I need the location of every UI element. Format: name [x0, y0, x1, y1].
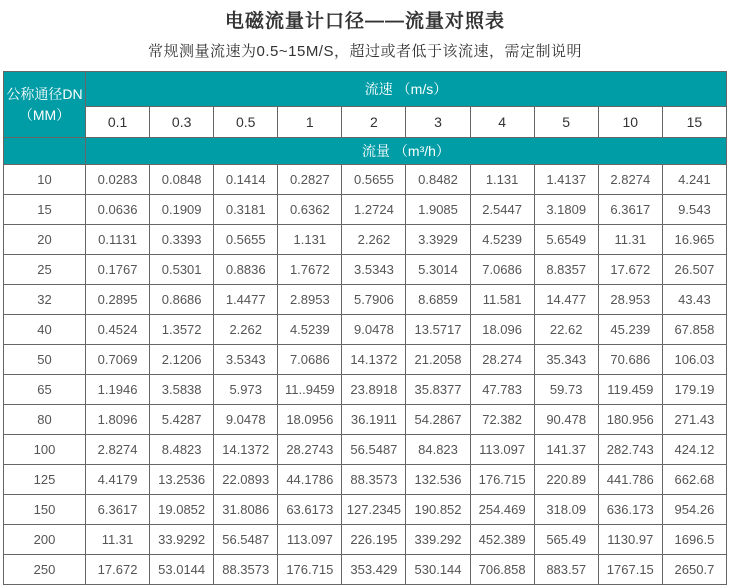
flow-value-cell: 63.6173 — [278, 495, 342, 525]
flow-value-cell: 662.68 — [662, 465, 726, 495]
flow-value-cell: 179.19 — [662, 375, 726, 405]
flow-value-cell: 2.8274 — [86, 435, 150, 465]
flow-value-cell: 54.2867 — [406, 405, 470, 435]
flow-value-cell: 132.536 — [406, 465, 470, 495]
flow-value-cell: 2.5447 — [470, 195, 534, 225]
flow-header-row — [4, 138, 727, 165]
dn-cell: 150 — [4, 495, 86, 525]
dn-cell: 50 — [4, 345, 86, 375]
flow-value-cell: 35.343 — [534, 345, 598, 375]
flow-value-cell: 1.1946 — [86, 375, 150, 405]
flow-value-cell: 0.4524 — [86, 315, 150, 345]
flow-value-cell: 0.6362 — [278, 195, 342, 225]
flow-value-cell: 2650.7 — [662, 555, 726, 585]
flow-value-cell: 1.8096 — [86, 405, 150, 435]
flow-value-cell: 0.1131 — [86, 225, 150, 255]
flow-value-cell: 31.8086 — [214, 495, 278, 525]
flow-value-cell: 6.3617 — [86, 495, 150, 525]
table-row — [4, 345, 727, 375]
dn-cell: 80 — [4, 405, 86, 435]
dn-cell: 25 — [4, 255, 86, 285]
flow-value-cell: 0.1414 — [214, 165, 278, 195]
flow-value-cell: 8.4823 — [150, 435, 214, 465]
flow-value-cell: 9.543 — [662, 195, 726, 225]
flow-value-cell: 0.0848 — [150, 165, 214, 195]
flow-value-cell: 17.672 — [86, 555, 150, 585]
flow-value-cell: 11.31 — [86, 525, 150, 555]
flow-value-cell: 11..9459 — [278, 375, 342, 405]
flow-value-cell: 0.3393 — [150, 225, 214, 255]
flow-value-cell: 141.37 — [534, 435, 598, 465]
flow-value-cell: 176.715 — [278, 555, 342, 585]
table-row — [4, 435, 727, 465]
flow-value-cell: 0.2895 — [86, 285, 150, 315]
velocity-value-cell: 1 — [278, 107, 342, 138]
page-title: 电磁流量计口径——流量对照表 — [224, 11, 505, 32]
page — [0, 6, 730, 588]
flow-value-cell: 1.3572 — [150, 315, 214, 345]
flow-value-cell: 113.097 — [278, 525, 342, 555]
flow-value-cell: 5.7906 — [342, 285, 406, 315]
flow-value-cell: 5.973 — [214, 375, 278, 405]
flow-value-cell: 53.0144 — [150, 555, 214, 585]
table-row — [4, 465, 727, 495]
velocity-value-cell: 3 — [406, 107, 470, 138]
flow-value-cell: 9.0478 — [214, 405, 278, 435]
table-row — [4, 315, 727, 345]
flow-value-cell: 2.8274 — [598, 165, 662, 195]
dn-cell: 20 — [4, 225, 86, 255]
flow-value-cell: 5.3014 — [406, 255, 470, 285]
flow-value-cell: 11.581 — [470, 285, 534, 315]
velocity-values-row — [4, 107, 727, 138]
flow-value-cell: 1767.15 — [598, 555, 662, 585]
flow-value-cell: 84.823 — [406, 435, 470, 465]
flow-value-cell: 23.8918 — [342, 375, 406, 405]
flow-value-cell: 4.5239 — [470, 225, 534, 255]
flow-value-cell: 530.144 — [406, 555, 470, 585]
flow-value-cell: 1.131 — [470, 165, 534, 195]
flow-value-cell: 0.0283 — [86, 165, 150, 195]
table-row — [4, 165, 727, 195]
flow-value-cell: 0.2827 — [278, 165, 342, 195]
corner-header-line2: （MM） — [18, 106, 71, 123]
velocity-value-cell: 10 — [598, 107, 662, 138]
dn-cell: 65 — [4, 375, 86, 405]
flow-value-cell: 0.5301 — [150, 255, 214, 285]
flow-value-cell: 3.5343 — [342, 255, 406, 285]
flow-value-cell: 22.62 — [534, 315, 598, 345]
dn-cell: 125 — [4, 465, 86, 495]
flow-value-cell: 44.1786 — [278, 465, 342, 495]
flow-value-cell: 127.2345 — [342, 495, 406, 525]
flow-value-cell: 22.0893 — [214, 465, 278, 495]
flow-value-cell: 3.5343 — [214, 345, 278, 375]
flow-value-cell: 70.686 — [598, 345, 662, 375]
flow-value-cell: 33.9292 — [150, 525, 214, 555]
flow-value-cell: 8.6859 — [406, 285, 470, 315]
dn-cell: 200 — [4, 525, 86, 555]
flow-value-cell: 14.477 — [534, 285, 598, 315]
flow-value-cell: 0.5655 — [214, 225, 278, 255]
flow-value-cell: 13.2536 — [150, 465, 214, 495]
flow-value-cell: 0.1767 — [86, 255, 150, 285]
flow-value-cell: 954.26 — [662, 495, 726, 525]
corner-header-cell — [4, 72, 86, 138]
flow-value-cell: 883.57 — [534, 555, 598, 585]
flow-value-cell: 0.8686 — [150, 285, 214, 315]
flow-value-cell: 0.0636 — [86, 195, 150, 225]
velocity-value-cell: 15 — [662, 107, 726, 138]
dn-cell: 10 — [4, 165, 86, 195]
flow-value-cell: 14.1372 — [214, 435, 278, 465]
flow-value-cell: 2.1206 — [150, 345, 214, 375]
table-row — [4, 495, 727, 525]
flow-value-cell: 353.429 — [342, 555, 406, 585]
flow-value-cell: 282.743 — [598, 435, 662, 465]
flow-value-cell: 271.43 — [662, 405, 726, 435]
velocity-header-cell: 流速 （m/s） — [86, 72, 727, 107]
flow-header-spacer-cell — [4, 138, 86, 165]
flow-value-cell: 3.3929 — [406, 225, 470, 255]
dn-cell: 250 — [4, 555, 86, 585]
flow-value-cell: 36.1911 — [342, 405, 406, 435]
velocity-value-cell: 4 — [470, 107, 534, 138]
flow-value-cell: 28.2743 — [278, 435, 342, 465]
flow-value-cell: 28.953 — [598, 285, 662, 315]
flow-value-cell: 90.478 — [534, 405, 598, 435]
flow-value-cell: 67.858 — [662, 315, 726, 345]
flow-value-cell: 1.4477 — [214, 285, 278, 315]
flow-value-cell: 0.5655 — [342, 165, 406, 195]
flow-value-cell: 0.3181 — [214, 195, 278, 225]
flow-value-cell: 176.715 — [470, 465, 534, 495]
dn-cell: 32 — [4, 285, 86, 315]
flow-value-cell: 21.2058 — [406, 345, 470, 375]
flow-value-cell: 13.5717 — [406, 315, 470, 345]
flow-value-cell: 226.195 — [342, 525, 406, 555]
flow-value-cell: 56.5487 — [214, 525, 278, 555]
flow-value-cell: 56.5487 — [342, 435, 406, 465]
flow-value-cell: 254.469 — [470, 495, 534, 525]
flow-value-cell: 2.262 — [342, 225, 406, 255]
flow-value-cell: 5.4287 — [150, 405, 214, 435]
flow-value-cell: 3.1809 — [534, 195, 598, 225]
flow-value-cell: 17.672 — [598, 255, 662, 285]
flow-value-cell: 0.8482 — [406, 165, 470, 195]
flow-value-cell: 43.43 — [662, 285, 726, 315]
flow-value-cell: 14.1372 — [342, 345, 406, 375]
flow-value-cell: 0.8836 — [214, 255, 278, 285]
flow-header-cell: 流量 （m³/h） — [86, 138, 727, 165]
flow-value-cell: 59.73 — [534, 375, 598, 405]
velocity-value-cell: 5 — [534, 107, 598, 138]
flow-value-cell: 9.0478 — [342, 315, 406, 345]
flow-value-cell: 18.0956 — [278, 405, 342, 435]
flow-value-cell: 452.389 — [470, 525, 534, 555]
velocity-value-cell: 2 — [342, 107, 406, 138]
flow-value-cell: 35.8377 — [406, 375, 470, 405]
corner-header-line1: 公称通径DN — [6, 85, 83, 102]
flow-value-cell: 636.173 — [598, 495, 662, 525]
flow-value-cell: 19.0852 — [150, 495, 214, 525]
flow-value-cell: 3.5838 — [150, 375, 214, 405]
flow-value-cell: 119.459 — [598, 375, 662, 405]
flow-value-cell: 441.786 — [598, 465, 662, 495]
flow-value-cell: 0.7069 — [86, 345, 150, 375]
flow-value-cell: 1.9085 — [406, 195, 470, 225]
flow-value-cell: 190.852 — [406, 495, 470, 525]
dn-cell: 40 — [4, 315, 86, 345]
velocity-value-cell: 0.3 — [150, 107, 214, 138]
flow-value-cell: 16.965 — [662, 225, 726, 255]
flow-value-cell: 1.131 — [278, 225, 342, 255]
flow-value-cell: 2.262 — [214, 315, 278, 345]
flow-value-cell: 8.8357 — [534, 255, 598, 285]
dn-cell: 100 — [4, 435, 86, 465]
flow-value-cell: 1.2724 — [342, 195, 406, 225]
flow-value-cell: 4.5239 — [278, 315, 342, 345]
page-subtitle: 常规测量流速为0.5~15M/S，超过或者低于该流速，需定制说明 — [148, 43, 582, 60]
flow-value-cell: 7.0686 — [470, 255, 534, 285]
flow-value-cell: 220.89 — [534, 465, 598, 495]
flow-value-cell: 0.1909 — [150, 195, 214, 225]
table-row — [4, 225, 727, 255]
flow-value-cell: 28.274 — [470, 345, 534, 375]
flow-value-cell: 1.4137 — [534, 165, 598, 195]
velocity-value-cell: 0.1 — [86, 107, 150, 138]
table-row — [4, 285, 727, 315]
flow-value-cell: 72.382 — [470, 405, 534, 435]
flow-value-cell: 2.8953 — [278, 285, 342, 315]
table-row — [4, 555, 727, 585]
table-row — [4, 195, 727, 225]
flow-value-cell: 1696.5 — [662, 525, 726, 555]
flow-value-cell: 45.239 — [598, 315, 662, 345]
flow-value-cell: 47.783 — [470, 375, 534, 405]
flow-value-cell: 180.956 — [598, 405, 662, 435]
table-row — [4, 405, 727, 435]
flow-value-cell: 106.03 — [662, 345, 726, 375]
flow-value-cell: 88.3573 — [214, 555, 278, 585]
table-row — [4, 525, 727, 555]
flow-value-cell: 113.097 — [470, 435, 534, 465]
flow-comparison-table — [3, 71, 727, 585]
flow-value-cell: 1130.97 — [598, 525, 662, 555]
flow-value-cell: 26.507 — [662, 255, 726, 285]
flow-value-cell: 5.6549 — [534, 225, 598, 255]
flow-value-cell: 706.858 — [470, 555, 534, 585]
flow-value-cell: 565.49 — [534, 525, 598, 555]
flow-value-cell: 4.4179 — [86, 465, 150, 495]
flow-value-cell: 6.3617 — [598, 195, 662, 225]
flow-value-cell: 424.12 — [662, 435, 726, 465]
flow-value-cell: 339.292 — [406, 525, 470, 555]
flow-value-cell: 4.241 — [662, 165, 726, 195]
flow-value-cell: 318.09 — [534, 495, 598, 525]
velocity-value-cell: 0.5 — [214, 107, 278, 138]
flow-value-cell: 7.0686 — [278, 345, 342, 375]
flow-value-cell: 1.7672 — [278, 255, 342, 285]
table-row — [4, 375, 727, 405]
flow-value-cell: 11.31 — [598, 225, 662, 255]
velocity-header-row — [4, 72, 727, 107]
flow-value-cell: 18.096 — [470, 315, 534, 345]
table-row — [4, 255, 727, 285]
flow-value-cell: 88.3573 — [342, 465, 406, 495]
dn-cell: 15 — [4, 195, 86, 225]
